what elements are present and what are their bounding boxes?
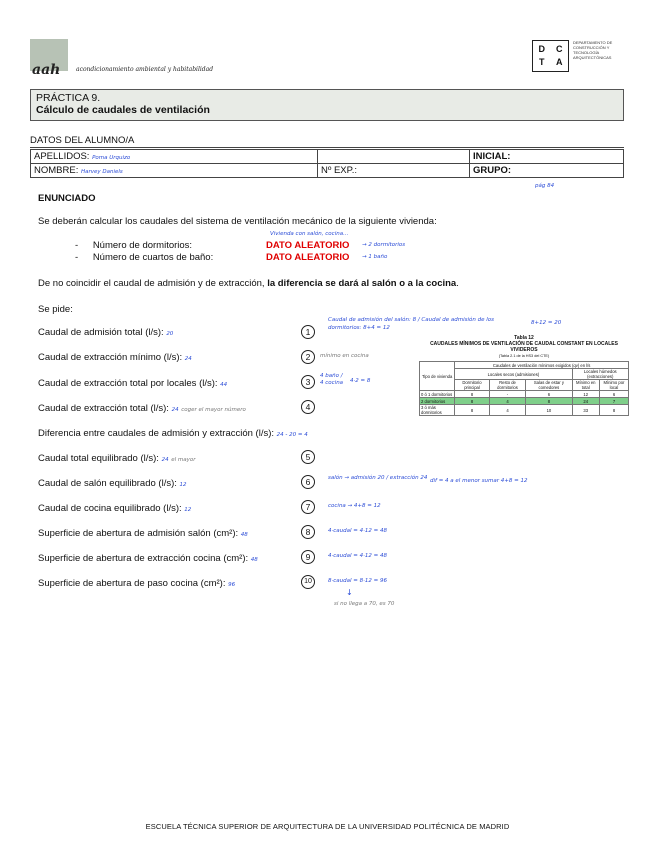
table-header: Salas de estar y comedores (526, 380, 572, 391)
note-2: mínimo en cocina (320, 353, 369, 359)
dato-aleatorio: DATO ALEATORIO (266, 240, 350, 251)
question-1: Caudal de admisión total (l/s): 20 (38, 327, 174, 338)
page-note: pág 84 (535, 183, 555, 189)
answer-8[interactable]: 48 (240, 532, 248, 538)
note-6: salón → admisión 20 / extracción 24 (328, 475, 428, 481)
answer-1[interactable]: 20 (166, 331, 174, 337)
logo: aah (32, 62, 61, 78)
bullet-dash: - (75, 252, 79, 263)
question-5: Caudal total equilibrado (l/s): 24 el mayor (38, 453, 196, 464)
question-number-4: 4 (301, 400, 315, 414)
question-number-5: 5 (301, 450, 315, 464)
table-header: Locales húmedos (extracciones) (572, 369, 629, 380)
table-header: Caudales de ventilación mínimos exigidos (qv) en l/s (455, 362, 629, 369)
inicial-cell[interactable]: INICIAL: (470, 150, 624, 164)
coincide-bold: la diferencia se dará al salón o a la cocina (267, 278, 457, 289)
department-name: DEPARTAMENTO DE CONSTRUCCIÓN Y TECNOLOGÍA ARQUITECTÓNICAS (573, 40, 613, 60)
dcta-letter: D (538, 44, 545, 54)
coincide-end: . (456, 278, 459, 289)
bullet-label: Número de dormitorios: (92, 240, 193, 251)
question-7: Caudal de cocina equilibrado (l/s): 12 (38, 503, 192, 514)
answer-6[interactable]: 12 (179, 482, 187, 488)
note-3b: 4·2 = 8 (350, 378, 371, 384)
nombre-label: NOMBRE: (34, 165, 79, 176)
note-6b: dif = 4 a el menor sumar 4+8 = 12 (430, 478, 528, 484)
question-number-6: 6 (301, 475, 315, 489)
table-caption: CAUDALES MÍNIMOS DE VENTILACIÓN DE CAUDAL CONSTANT EN LOCALES VIVIDEROS (430, 341, 618, 353)
question-9: Superficie de abertura de extracción cocina (cm²): 48 (38, 553, 258, 564)
se-pide: Se pide: (38, 304, 73, 315)
apellidos-label: APELLIDOS: (34, 151, 90, 162)
bullet-hand-note: → 2 dormitorios (362, 242, 406, 248)
answer-7[interactable]: 12 (184, 507, 192, 513)
answer-3[interactable]: 44 (220, 382, 228, 388)
table-header: Tipo de vivienda (420, 362, 455, 391)
question-number-1: 1 (301, 325, 315, 339)
student-data-table (30, 149, 624, 178)
table-row: 0 ó 1 dormitorios 8 - 6 12 6 (420, 391, 629, 398)
bullet-dash: - (75, 240, 79, 251)
note-7: cocina → 4+8 = 12 (328, 503, 381, 509)
exp-cell[interactable]: Nº EXP.: (318, 164, 470, 178)
table-header: Mínimo en total (572, 380, 599, 391)
answer-4[interactable]: 24 (171, 407, 179, 413)
table-row: 3 ó más dormitorios 8 4 10 33 8 (420, 405, 629, 416)
question-number-3: 3 (301, 375, 315, 389)
logo-subtitle: acondicionamiento ambiental y habitabilidad (76, 66, 214, 73)
answer-9[interactable]: 48 (250, 557, 258, 563)
handwritten-note: Vivienda con salón, cocina... (270, 231, 349, 237)
question-3: Caudal de extracción total por locales (l/s): 44 (38, 378, 228, 389)
bullet-banos (75, 252, 213, 263)
note-1: Caudal de admisión del salón: 8 / Caudal de admisión de los dormitorios: 8+4 = 12 (328, 317, 494, 331)
table-header: Resto de dormitorios (489, 380, 526, 391)
note-8: 4·caudal = 4·12 = 48 (328, 528, 387, 534)
table-12 (419, 335, 629, 416)
student-section-title: DATOS DEL ALUMNO/A (30, 135, 624, 148)
title-box (30, 89, 624, 121)
enunciado-heading: ENUNCIADO (38, 193, 96, 204)
practice-title: Cálculo de caudales de ventilación (36, 104, 210, 116)
question-number-2: 2 (301, 350, 315, 364)
note-4: coger el mayor número (181, 407, 246, 413)
enunciado-intro: Se deberán calcular los caudales del sistema de ventilación mecánico de la siguiente vivienda: (38, 216, 437, 227)
bullet-hand-note: → 1 baño (362, 254, 388, 260)
arrow-down-icon: ↓ (346, 588, 353, 597)
nombre-value[interactable]: Harvey Daniels (80, 169, 123, 175)
question-10: Superficie de abertura de paso cocina (cm²): 96 (38, 578, 236, 589)
dcta-logo (532, 40, 569, 72)
dato-aleatorio: DATO ALEATORIO (266, 252, 350, 263)
bullet-dormitorios (75, 240, 192, 251)
question-6: Caudal de salón equilibrado (l/s): 12 (38, 478, 187, 489)
answer-5[interactable]: 24 (161, 457, 169, 463)
dcta-letter: T (539, 57, 545, 67)
grupo-cell[interactable]: GRUPO: (470, 164, 624, 178)
answer-2[interactable]: 24 (184, 356, 192, 362)
coincide-normal: De no coincidir el caudal de admisión y de extracción, (38, 278, 268, 289)
practice-number: PRÁCTICA 9. (36, 92, 101, 104)
question-2: Caudal de extracción mínimo (l/s): 24 (38, 352, 192, 363)
apellidos-value[interactable]: Poma Urquizo (92, 155, 131, 161)
table-header: Locales secos (admisiones) (455, 369, 572, 380)
table-row-highlighted: 2 dormitorios 8 4 8 24 7 (420, 398, 629, 405)
nombre-cell (31, 164, 318, 178)
question-8: Superficie de abertura de admisión salón (cm²): 48 (38, 528, 248, 539)
dcta-letter: A (556, 57, 563, 67)
question-diff: Diferencia entre caudales de admisión y extracción (l/s): 24 - 20 = 4 (38, 428, 308, 439)
answer-diff[interactable]: 24 - 20 = 4 (276, 432, 308, 438)
question-number-9: 9 (301, 550, 315, 564)
note-5: el mayor (171, 457, 196, 463)
question-4: Caudal de extracción total (l/s): 24 coger el mayor número (38, 403, 246, 414)
coincide-text (38, 278, 628, 289)
apellidos-cell (31, 150, 318, 164)
note-10: 8·caudal = 8·12 = 96 (328, 578, 387, 584)
question-number-8: 8 (301, 525, 315, 539)
question-number-10: 10 (301, 575, 315, 589)
caudales-table (419, 361, 629, 416)
note-10b: si no llega a 70, es 70 (334, 601, 395, 607)
table-title: Tabla 12 (514, 335, 534, 341)
dcta-letter: C (556, 44, 563, 54)
answer-10[interactable]: 96 (228, 582, 236, 588)
question-number-7: 7 (301, 500, 315, 514)
note-9: 4·caudal = 4·12 = 48 (328, 553, 387, 559)
table-header: Dormitorio principal (455, 380, 489, 391)
note-3: 4 baño / 4 cocina (320, 373, 344, 386)
note-1b: 8+12 = 20 (531, 320, 562, 326)
bullet-label: Número de cuartos de baño: (92, 252, 214, 263)
footer: ESCUELA TÉCNICA SUPERIOR DE ARQUITECTURA DE LA UNIVERSIDAD POLITÉCNICA DE MADRID (145, 822, 510, 831)
empty-cell (318, 150, 470, 164)
table-header: Mínimo por local (599, 380, 628, 391)
table-subtitle: (Tabla 2.1 de la HS3 del CTE) (498, 354, 550, 358)
